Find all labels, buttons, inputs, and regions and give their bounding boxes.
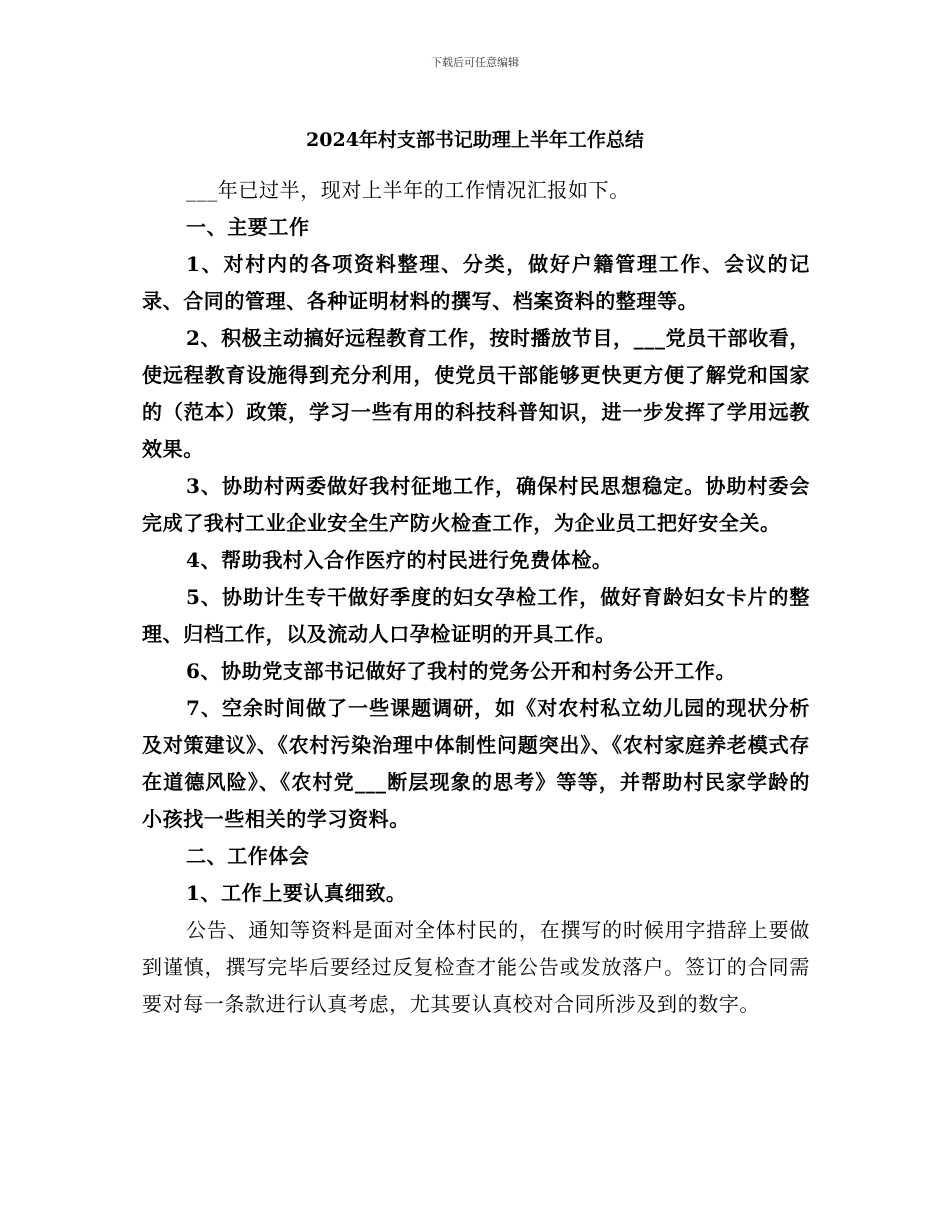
paragraph-item-1: 1、对村内的各项资料整理、分类，做好户籍管理工作、会议的记录、合同的管理、各种证明材料的撰写、档案资料的整理等。 [142, 252, 810, 313]
paragraph-item-4: 4、帮助我村入合作医疗的村民进行免费体检。 [186, 548, 613, 572]
paragraph-item-7: 7、空余时间做了一些课题调研，如《对农村私立幼儿园的现状分析及对策建议》、《农村污染治理中体制性问题突出》、《农村家庭养老模式存在道德风险》、《农村党___断层现象的思考》等等，并帮助村民家学龄的小孩找一些相关的学习资料。 [142, 696, 810, 831]
paragraph-item-2: 2、积极主动搞好远程教育工作，按时播放节目，___党员干部收看，使远程教育设施得到充分利用，使党员干部能够更快更方便了解党和国家的（范本）政策，学习一些有用的科技科普知识，进一步发挥了学用远教效果。 [142, 326, 810, 461]
document-title: 2024年村支部书记助理上半年工作总结 [306, 129, 644, 151]
paragraph-careful-work: 公告、通知等资料是面对全体村民的，在撰写的时候用字措辞上要做到谨慎，撰写完毕后要经过反复检查才能公告或发放落户。签订的合同需要对每一条款进行认真考虑，尤其要认真校对合同所涉及到的数字。 [142, 918, 810, 1016]
document-body [142, 172, 810, 1023]
paragraph-item-6: 6、协助党支部书记做好了我村的党务公开和村务公开工作。 [186, 659, 737, 683]
paragraph-item-5: 5、协助计生专干做好季度的妇女孕检工作，做好育龄妇女卡片的整理、归档工作，以及流动人口孕检证明的开具工作。 [142, 585, 810, 646]
subheading-careful-work: 1、工作上要认真细致。 [186, 881, 407, 905]
paragraph-intro: ___年已过半，现对上半年的工作情况汇报如下。 [186, 178, 630, 202]
heading-main-work: 一、主要工作 [186, 215, 310, 239]
heading-work-experience: 二、工作体会 [186, 844, 310, 868]
page-header-note: 下载后可任意编辑 [431, 56, 519, 69]
paragraph-item-3: 3、协助村两委做好我村征地工作，确保村民思想稳定。协助村委会完成了我村工业企业安全生产防火检查工作，为企业员工把好安全关。 [142, 474, 810, 535]
